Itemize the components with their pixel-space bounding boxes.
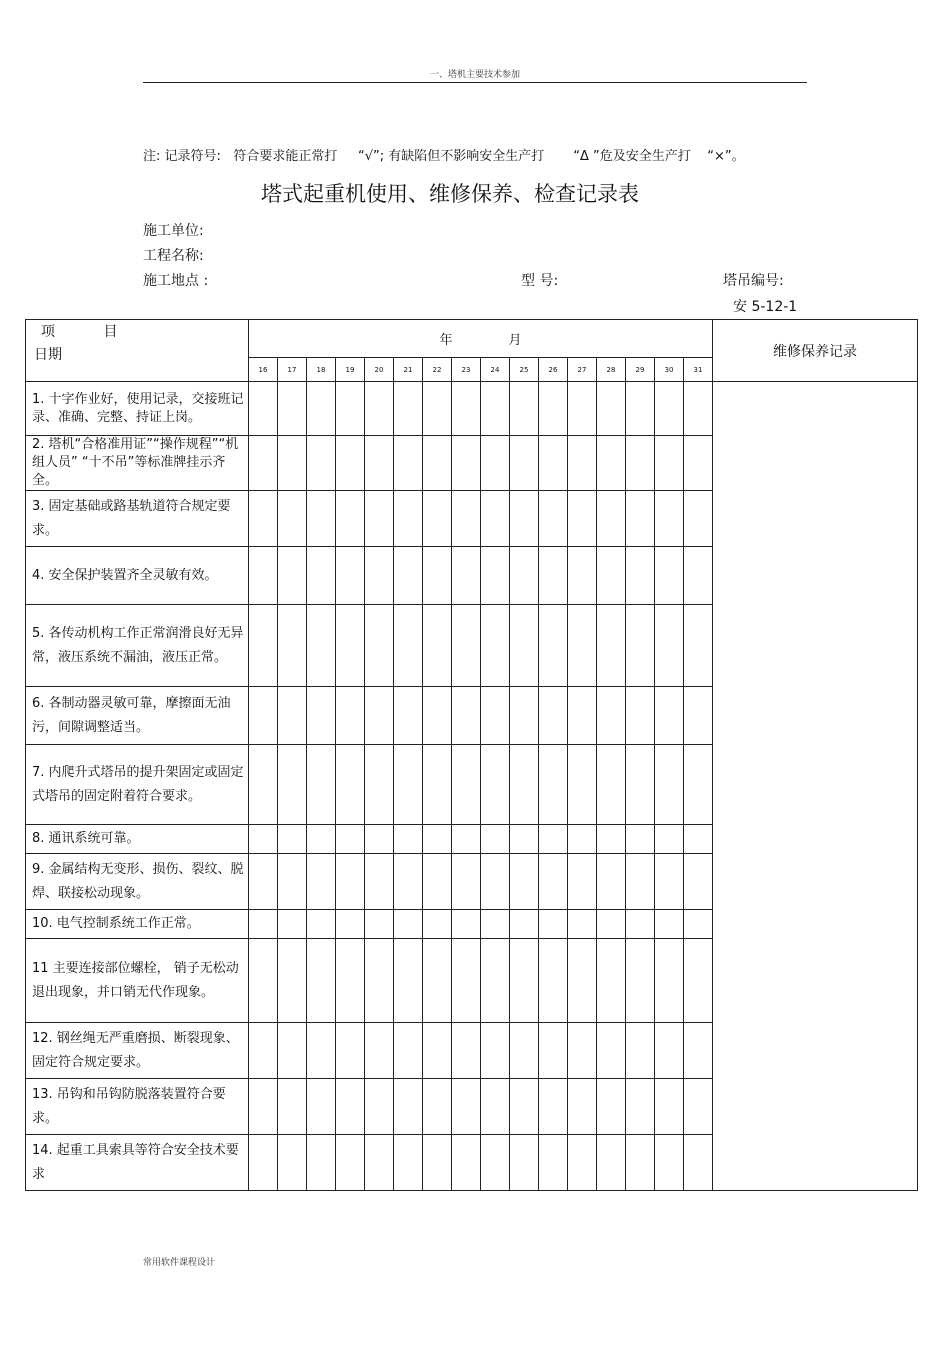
day-record-cell[interactable]	[423, 1135, 452, 1191]
day-record-cell[interactable]	[481, 745, 510, 825]
day-record-cell[interactable]	[365, 382, 394, 436]
day-record-cell[interactable]	[278, 491, 307, 547]
day-record-cell[interactable]	[655, 605, 684, 687]
day-record-cell[interactable]	[249, 939, 278, 1023]
day-record-cell[interactable]	[423, 436, 452, 491]
day-header: 25	[510, 358, 539, 382]
day-record-cell[interactable]	[423, 605, 452, 687]
day-record-cell[interactable]	[249, 687, 278, 745]
day-record-cell[interactable]	[510, 854, 539, 910]
day-record-cell[interactable]	[510, 547, 539, 605]
day-record-cell[interactable]	[597, 687, 626, 745]
day-record-cell[interactable]	[423, 1079, 452, 1135]
day-record-cell[interactable]	[684, 939, 713, 1023]
day-record-cell[interactable]	[539, 547, 568, 605]
day-record-cell[interactable]	[423, 547, 452, 605]
note-pass-text: 符合要求能正常打	[233, 149, 338, 164]
day-record-cell[interactable]	[568, 547, 597, 605]
day-record-cell[interactable]	[655, 436, 684, 491]
day-header: 24	[481, 358, 510, 382]
day-header: 22	[423, 358, 452, 382]
day-record-cell[interactable]	[655, 854, 684, 910]
day-record-cell[interactable]	[423, 491, 452, 547]
day-record-cell[interactable]	[365, 1079, 394, 1135]
day-record-cell[interactable]	[626, 547, 655, 605]
day-record-cell[interactable]	[278, 547, 307, 605]
day-record-cell[interactable]	[249, 436, 278, 491]
day-record-cell[interactable]	[336, 687, 365, 745]
model-label: 型 号:	[521, 273, 559, 289]
day-record-cell[interactable]	[684, 745, 713, 825]
day-record-cell[interactable]	[539, 854, 568, 910]
day-record-cell[interactable]	[307, 1135, 336, 1191]
day-record-cell[interactable]	[249, 1079, 278, 1135]
day-record-cell[interactable]	[394, 854, 423, 910]
day-record-cell[interactable]	[481, 854, 510, 910]
table-row	[26, 382, 918, 436]
day-record-cell[interactable]	[481, 825, 510, 854]
day-record-cell[interactable]	[307, 547, 336, 605]
inspection-item: 10. 电气控制系统工作正常。	[26, 910, 249, 939]
day-record-cell[interactable]	[684, 687, 713, 745]
day-record-cell[interactable]	[278, 687, 307, 745]
location-label: 施工地点 :	[143, 273, 209, 289]
day-record-cell[interactable]	[307, 825, 336, 854]
day-record-cell[interactable]	[307, 382, 336, 436]
day-record-cell[interactable]	[684, 1079, 713, 1135]
day-record-cell[interactable]	[365, 1023, 394, 1079]
day-record-cell[interactable]	[365, 825, 394, 854]
day-record-cell[interactable]	[365, 687, 394, 745]
day-record-cell[interactable]	[307, 491, 336, 547]
day-record-cell[interactable]	[655, 939, 684, 1023]
inspection-table	[25, 319, 918, 1191]
day-record-cell[interactable]	[249, 825, 278, 854]
inspection-item: 6. 各制动器灵敏可靠，摩擦面无油污，间隙调整适当。	[26, 687, 249, 745]
day-record-cell[interactable]	[684, 854, 713, 910]
inspection-item: 8. 通讯系统可靠。	[26, 825, 249, 854]
day-record-cell[interactable]	[539, 605, 568, 687]
day-record-cell[interactable]	[626, 491, 655, 547]
day-record-cell[interactable]	[394, 910, 423, 939]
note-defect-mark: “Δ ”	[573, 149, 600, 164]
day-record-cell[interactable]	[626, 1135, 655, 1191]
day-record-cell[interactable]	[655, 1135, 684, 1191]
day-record-cell[interactable]	[626, 939, 655, 1023]
day-record-cell[interactable]	[626, 382, 655, 436]
day-record-cell[interactable]	[510, 687, 539, 745]
day-record-cell[interactable]	[481, 382, 510, 436]
day-record-cell[interactable]	[307, 687, 336, 745]
day-record-cell[interactable]	[568, 1023, 597, 1079]
day-record-cell[interactable]	[278, 745, 307, 825]
day-record-cell[interactable]	[249, 491, 278, 547]
day-record-cell[interactable]	[655, 910, 684, 939]
day-record-cell[interactable]	[336, 605, 365, 687]
inspection-item: 7. 内爬升式塔吊的提升架固定或固定式塔吊的固定附着符合要求。	[26, 745, 249, 825]
day-record-cell[interactable]	[452, 1023, 481, 1079]
day-record-cell[interactable]	[684, 605, 713, 687]
day-record-cell[interactable]	[481, 1079, 510, 1135]
day-record-cell[interactable]	[568, 382, 597, 436]
day-record-cell[interactable]	[365, 910, 394, 939]
day-record-cell[interactable]	[336, 1023, 365, 1079]
crane-number-label: 塔吊编号:	[723, 273, 784, 289]
day-record-cell[interactable]	[452, 436, 481, 491]
page-header: 一、塔机主要技术参加	[429, 70, 520, 80]
day-record-cell[interactable]	[481, 939, 510, 1023]
day-record-cell[interactable]	[481, 491, 510, 547]
day-record-cell[interactable]	[307, 910, 336, 939]
day-record-cell[interactable]	[336, 825, 365, 854]
unit-label: 施工单位:	[143, 223, 204, 239]
day-record-cell[interactable]	[249, 910, 278, 939]
day-record-cell[interactable]	[336, 854, 365, 910]
day-record-cell[interactable]	[278, 939, 307, 1023]
day-record-cell[interactable]	[626, 1023, 655, 1079]
day-record-cell[interactable]	[655, 547, 684, 605]
day-record-cell[interactable]	[539, 491, 568, 547]
day-record-cell[interactable]	[684, 825, 713, 854]
day-record-cell[interactable]	[423, 1023, 452, 1079]
day-record-cell[interactable]	[481, 547, 510, 605]
day-record-cell[interactable]	[452, 939, 481, 1023]
page-footer: 常用软件课程设计	[143, 1258, 216, 1268]
note-defect-text: ; 有缺陷但不影响安全生产打	[379, 149, 545, 164]
day-record-cell[interactable]	[684, 491, 713, 547]
day-record-cell[interactable]	[423, 825, 452, 854]
day-record-cell[interactable]	[597, 1023, 626, 1079]
day-record-cell[interactable]	[423, 687, 452, 745]
inspection-item: 12. 钢丝绳无严重磨损、断裂现象、固定符合规定要求。	[26, 1023, 249, 1079]
day-record-cell[interactable]	[423, 910, 452, 939]
inspection-item: 5. 各传动机构工作正常润滑良好无异常，液压系统不漏油，液压正常。	[26, 605, 249, 687]
day-record-cell[interactable]	[423, 854, 452, 910]
day-record-cell[interactable]	[626, 745, 655, 825]
day-record-cell[interactable]	[394, 547, 423, 605]
day-record-cell[interactable]	[307, 854, 336, 910]
day-record-cell[interactable]	[539, 1079, 568, 1135]
day-record-cell[interactable]	[365, 547, 394, 605]
day-record-cell[interactable]	[307, 436, 336, 491]
day-record-cell[interactable]	[568, 605, 597, 687]
day-header: 29	[626, 358, 655, 382]
day-record-cell[interactable]	[655, 1023, 684, 1079]
day-record-cell[interactable]	[539, 939, 568, 1023]
day-record-cell[interactable]	[568, 1079, 597, 1135]
day-record-cell[interactable]	[655, 825, 684, 854]
day-record-cell[interactable]	[481, 687, 510, 745]
day-record-cell[interactable]	[365, 854, 394, 910]
day-record-cell[interactable]	[481, 1135, 510, 1191]
day-record-cell[interactable]	[394, 1135, 423, 1191]
day-header: 31	[684, 358, 713, 382]
day-record-cell[interactable]	[597, 382, 626, 436]
day-record-cell[interactable]	[481, 605, 510, 687]
day-record-cell[interactable]	[539, 910, 568, 939]
day-record-cell[interactable]	[597, 854, 626, 910]
day-record-cell[interactable]	[249, 382, 278, 436]
day-record-cell[interactable]	[539, 1135, 568, 1191]
day-header: 16	[249, 358, 278, 382]
day-record-cell[interactable]	[452, 491, 481, 547]
project-label: 工程名称:	[143, 248, 204, 264]
day-header: 19	[336, 358, 365, 382]
day-header: 26	[539, 358, 568, 382]
day-record-cell[interactable]	[307, 1079, 336, 1135]
day-record-cell[interactable]	[394, 745, 423, 825]
day-record-cell[interactable]	[597, 1135, 626, 1191]
inspection-item: 14. 起重工具索具等符合安全技术要求	[26, 1135, 249, 1191]
day-record-cell[interactable]	[452, 547, 481, 605]
day-record-cell[interactable]	[278, 1079, 307, 1135]
day-record-cell[interactable]	[510, 1079, 539, 1135]
day-record-cell[interactable]	[510, 382, 539, 436]
inspection-item: 4. 安全保护装置齐全灵敏有效。	[26, 547, 249, 605]
day-record-cell[interactable]	[539, 382, 568, 436]
inspection-item: 3. 固定基础或路基轨道符合规定要求。	[26, 491, 249, 547]
day-record-cell[interactable]	[452, 825, 481, 854]
day-record-cell[interactable]	[365, 745, 394, 825]
day-record-cell[interactable]	[597, 491, 626, 547]
day-record-cell[interactable]	[568, 687, 597, 745]
day-header: 30	[655, 358, 684, 382]
day-record-cell[interactable]	[278, 382, 307, 436]
day-record-cell[interactable]	[278, 605, 307, 687]
day-record-cell[interactable]	[394, 605, 423, 687]
inspection-item: 2. 塔机“合格准用证”“操作规程”“机组人员” “十不吊”等标准牌挂示齐全。	[26, 436, 249, 491]
day-record-cell[interactable]	[394, 436, 423, 491]
day-record-cell[interactable]	[510, 910, 539, 939]
day-record-cell[interactable]	[626, 687, 655, 745]
day-record-cell[interactable]	[539, 745, 568, 825]
note-line	[143, 145, 745, 164]
day-record-cell[interactable]	[539, 687, 568, 745]
day-record-cell[interactable]	[684, 547, 713, 605]
day-record-cell[interactable]	[452, 687, 481, 745]
day-record-cell[interactable]	[336, 1135, 365, 1191]
day-record-cell[interactable]	[394, 491, 423, 547]
header-rule	[143, 82, 807, 83]
day-record-cell[interactable]	[423, 939, 452, 1023]
day-record-cell[interactable]	[452, 382, 481, 436]
day-header: 21	[394, 358, 423, 382]
day-record-cell[interactable]	[336, 1079, 365, 1135]
day-record-cell[interactable]	[452, 1135, 481, 1191]
day-record-cell[interactable]	[568, 1135, 597, 1191]
day-record-cell[interactable]	[626, 854, 655, 910]
form-title: 塔式起重机使用、维修保养、检查记录表	[261, 182, 639, 206]
day-record-cell[interactable]	[655, 1079, 684, 1135]
day-record-cell[interactable]	[452, 605, 481, 687]
day-record-cell[interactable]	[684, 1135, 713, 1191]
day-record-cell[interactable]	[684, 382, 713, 436]
day-record-cell[interactable]	[307, 939, 336, 1023]
inspection-item: 11 主要连接部位螺栓， 销子无松动退出现象，并口销无代作现象。	[26, 939, 249, 1023]
day-record-cell[interactable]	[249, 605, 278, 687]
day-record-cell[interactable]	[655, 491, 684, 547]
day-record-cell[interactable]	[365, 605, 394, 687]
day-record-cell[interactable]	[336, 939, 365, 1023]
day-record-cell[interactable]	[568, 436, 597, 491]
day-record-cell[interactable]	[278, 436, 307, 491]
day-record-cell[interactable]	[597, 939, 626, 1023]
day-record-cell[interactable]	[394, 687, 423, 745]
note-danger-text: 危及安全生产打	[599, 149, 691, 164]
remarks-header: 维修保养记录	[713, 320, 918, 382]
day-record-cell[interactable]	[597, 745, 626, 825]
day-record-cell[interactable]	[539, 825, 568, 854]
note-pass-mark: “√”	[358, 149, 380, 164]
day-record-cell[interactable]	[249, 745, 278, 825]
day-record-cell[interactable]	[307, 745, 336, 825]
day-record-cell[interactable]	[481, 436, 510, 491]
day-record-cell[interactable]	[684, 910, 713, 939]
day-record-cell[interactable]	[684, 1023, 713, 1079]
day-record-cell[interactable]	[307, 1023, 336, 1079]
day-record-cell[interactable]	[249, 854, 278, 910]
day-record-cell[interactable]	[365, 491, 394, 547]
day-record-cell[interactable]	[365, 436, 394, 491]
day-record-cell[interactable]	[568, 825, 597, 854]
day-record-cell[interactable]	[278, 854, 307, 910]
day-record-cell[interactable]	[336, 436, 365, 491]
day-record-cell[interactable]	[568, 491, 597, 547]
day-record-cell[interactable]	[510, 1023, 539, 1079]
day-record-cell[interactable]	[510, 745, 539, 825]
month-label: 月	[508, 333, 522, 348]
day-record-cell[interactable]	[336, 491, 365, 547]
day-record-cell[interactable]	[278, 910, 307, 939]
day-record-cell[interactable]	[365, 939, 394, 1023]
day-record-cell[interactable]	[597, 825, 626, 854]
day-header: 18	[307, 358, 336, 382]
inspection-item: 1. 十字作业好，使用记录，交接班记录、准确、完整、持证上岗。	[26, 382, 249, 436]
day-record-cell[interactable]	[510, 491, 539, 547]
day-record-cell[interactable]	[278, 825, 307, 854]
year-month-header	[249, 320, 713, 358]
item-header: 项 目	[41, 324, 140, 340]
day-record-cell[interactable]	[510, 939, 539, 1023]
day-record-cell[interactable]	[452, 910, 481, 939]
day-record-cell[interactable]	[626, 825, 655, 854]
day-record-cell[interactable]	[278, 1023, 307, 1079]
day-header: 28	[597, 358, 626, 382]
day-record-cell[interactable]	[394, 1023, 423, 1079]
day-record-cell[interactable]	[423, 745, 452, 825]
day-record-cell[interactable]	[365, 1135, 394, 1191]
day-record-cell[interactable]	[452, 854, 481, 910]
day-record-cell[interactable]	[655, 382, 684, 436]
day-record-cell[interactable]	[452, 1079, 481, 1135]
day-record-cell[interactable]	[510, 825, 539, 854]
day-record-cell[interactable]	[278, 1135, 307, 1191]
form-number: 安 5-12-1	[733, 299, 798, 315]
day-header: 23	[452, 358, 481, 382]
day-record-cell[interactable]	[423, 382, 452, 436]
day-record-cell[interactable]	[510, 1135, 539, 1191]
day-record-cell[interactable]	[510, 605, 539, 687]
day-record-cell[interactable]	[597, 910, 626, 939]
day-record-cell[interactable]	[539, 1023, 568, 1079]
day-record-cell[interactable]	[394, 382, 423, 436]
day-record-cell[interactable]	[597, 605, 626, 687]
day-header: 27	[568, 358, 597, 382]
day-record-cell[interactable]	[307, 605, 336, 687]
day-record-cell[interactable]	[568, 910, 597, 939]
day-header: 17	[278, 358, 307, 382]
day-record-cell[interactable]	[626, 605, 655, 687]
day-record-cell[interactable]	[394, 939, 423, 1023]
day-record-cell[interactable]	[684, 436, 713, 491]
day-record-cell[interactable]	[249, 1135, 278, 1191]
day-record-cell[interactable]	[481, 910, 510, 939]
day-record-cell[interactable]	[626, 910, 655, 939]
day-record-cell[interactable]	[626, 436, 655, 491]
year-label: 年	[439, 333, 453, 348]
day-record-cell[interactable]	[597, 547, 626, 605]
day-record-cell[interactable]	[655, 745, 684, 825]
day-record-cell[interactable]	[655, 687, 684, 745]
day-record-cell[interactable]	[249, 547, 278, 605]
day-record-cell[interactable]	[336, 745, 365, 825]
day-record-cell[interactable]	[597, 436, 626, 491]
day-header: 20	[365, 358, 394, 382]
day-record-cell[interactable]	[510, 436, 539, 491]
remarks-cell[interactable]	[713, 382, 918, 1191]
day-record-cell[interactable]	[539, 436, 568, 491]
note-prefix: 注: 记录符号:	[143, 149, 221, 164]
day-record-cell[interactable]	[336, 910, 365, 939]
day-record-cell[interactable]	[394, 1079, 423, 1135]
day-record-cell[interactable]	[452, 745, 481, 825]
inspection-item: 13. 吊钩和吊钩防脱落装置符合要求。	[26, 1079, 249, 1135]
day-record-cell[interactable]	[336, 382, 365, 436]
day-record-cell[interactable]	[568, 854, 597, 910]
item-date-header-cell	[26, 320, 249, 382]
day-record-cell[interactable]	[249, 1023, 278, 1079]
day-record-cell[interactable]	[336, 547, 365, 605]
inspection-item: 9. 金属结构无变形、损伤、裂纹、脱焊、联接松动现象。	[26, 854, 249, 910]
day-record-cell[interactable]	[597, 1079, 626, 1135]
day-record-cell[interactable]	[481, 1023, 510, 1079]
date-header: 日期	[34, 347, 62, 363]
day-record-cell[interactable]	[568, 745, 597, 825]
note-danger-mark: “×”。	[707, 149, 745, 164]
day-record-cell[interactable]	[626, 1079, 655, 1135]
day-record-cell[interactable]	[568, 939, 597, 1023]
day-record-cell[interactable]	[394, 825, 423, 854]
